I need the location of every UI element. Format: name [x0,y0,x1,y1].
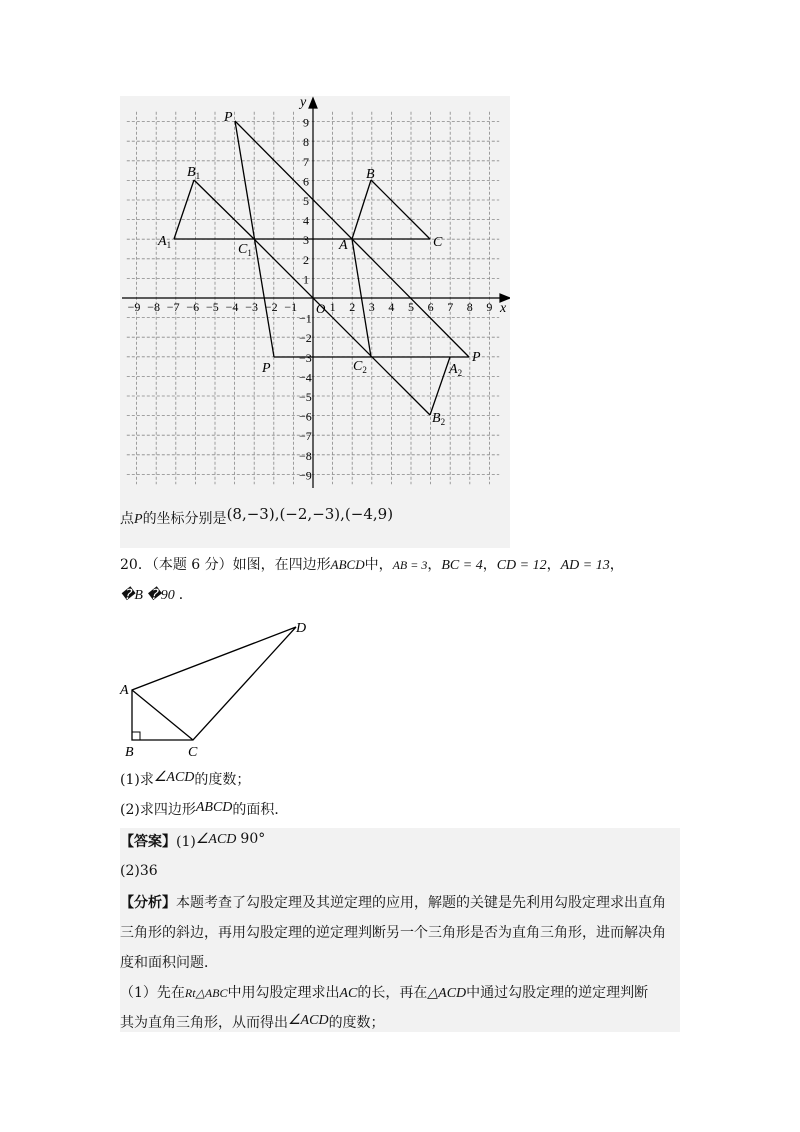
quadrilateral-figure [115,615,315,765]
x-tick-label: −7 [166,300,180,314]
answer-part1-num: (1) [176,834,196,850]
sep: ， [546,557,561,573]
q2-quad: ABCD [195,800,233,815]
x-tick-label: 5 [408,300,414,314]
label-b: B [366,167,375,182]
y-tick-label: 6 [303,174,309,189]
a4-tri: Rt△ABC [184,986,228,1000]
x-tick-label: 9 [486,300,493,314]
sep: ， [609,557,624,573]
y-tick-label: 7 [303,154,309,169]
p-prefix: 点 [120,511,134,527]
a5a: 其为直角三角形，从而得出 [120,1015,288,1031]
problem-mid: 中， [364,557,393,573]
cond-ad: AD = 13 [560,558,610,573]
analysis-line-2: 三角形的斜边，再用勾股定理的逆定理判断另一个三角形是否为直角三角形，进而解决角 [120,925,666,941]
fig-label-d: D [296,621,307,636]
analysis-line-1 [120,893,666,913]
y-tick-label: −5 [299,390,312,404]
q1-prefix: (1)求 [120,772,154,788]
y-tick-label: −4 [299,370,312,385]
label-p-right: P [472,350,481,365]
x-tick-label: 1 [329,300,336,314]
a4-tri2: △ACD [427,986,467,1001]
a4b: 中用勾股定理求出 [227,985,340,1001]
label-b2: $B_2$ [432,411,446,427]
right-angle-mark [132,732,140,740]
analysis-line-4 [120,983,648,1004]
cond-bc: BC = 4 [441,558,483,573]
fig-label-c: C [188,745,198,760]
x-tick-label: 7 [447,300,454,314]
label-c1: $C_1$ [238,242,252,258]
x-tick-label: 3 [368,300,375,314]
x-tick-label: 4 [388,300,395,314]
y-tick-label: −9 [299,468,312,483]
analysis-line-3: 度和面积问题． [120,955,218,971]
a4c: 的长，再在 [357,985,428,1001]
p-middle: 的坐标分别是 [142,511,227,527]
label-c2: $C_2$ [353,359,367,375]
p-coordinates-line [120,505,394,530]
a4d: 中通过勾股定理的逆定理判断 [466,985,649,1001]
y-tick-label: −8 [299,448,312,463]
y-tick-label: 8 [303,135,309,150]
y-tick-label: −1 [299,311,312,326]
label-a2: $A_2$ [449,362,463,378]
x-tick-label: −8 [147,300,160,314]
problem-number: 20． [120,557,152,573]
p-var: P [134,512,143,527]
sep: ， [427,557,442,573]
y-tick-label: 2 [303,252,309,267]
fig-label-a: A [120,683,129,698]
sep: ， [482,557,497,573]
label-p-top: P [224,110,233,125]
answer-value: 90° [240,831,266,847]
analysis-line-5 [120,1013,385,1034]
y-tick-label: 1 [303,272,309,287]
label-p-bottom: P [262,361,271,376]
x-tick-label: −6 [186,300,200,314]
q1-angle: ∠ACD [153,770,195,785]
answer-line-1 [120,832,265,853]
y-tick-label: −7 [299,429,312,444]
a5b: 的度数； [328,1015,385,1031]
a5-angle: ∠ACD [288,1013,329,1028]
y-tick-label: 9 [303,115,309,130]
quad-name: ABCD [330,557,365,572]
x-tick-label: −1 [284,300,298,314]
question-2 [120,800,288,821]
x-tick-label: −2 [264,300,278,314]
x-tick-label: −9 [127,300,141,314]
answer-label: 【答案】 [120,834,176,850]
x-tick-label: −5 [206,300,219,314]
y-tick-label: 4 [303,213,309,228]
x-tick-label: 8 [466,300,473,314]
period: ． [178,587,193,603]
a4-ac: AC [339,986,358,1001]
label-a: A [339,238,348,253]
label-c: C [433,235,443,250]
y-tick-label: 5 [303,194,309,208]
coordinate-graph [120,96,510,496]
x-tick-label: −4 [225,300,239,314]
x-axis-label: x [500,301,507,316]
y-axis-label: y [300,96,307,110]
p-coords-value: (8,−3),(−2,−3),(−4,9) [226,505,394,523]
q1-suffix: 的度数； [194,772,251,788]
quad-outline [132,627,296,740]
cond-ab: AB = 3 [392,558,428,572]
y-tick-label: −3 [299,350,312,365]
a4a: （1）先在 [120,985,185,1001]
answer-line-2: (2)36 [120,863,158,879]
question-1 [120,770,250,791]
origin-label: O [316,301,326,316]
analysis-text-1: 本题考查了勾股定理及其逆定理的应用，解题的关键是先利用勾股定理求出直角 [176,895,666,911]
axes [122,98,510,488]
x-tick-label: −3 [245,300,258,314]
label-b1: $B_1$ [187,165,201,181]
label-a1: $A_1$ [158,234,172,250]
answer-angle: ∠ACD [195,832,237,847]
angle-condition: �B �90 [120,588,175,603]
y-tick-label: 3 [303,233,309,248]
cond-cd: CD = 12 [496,558,547,573]
fig-label-b: B [125,745,134,760]
y-tick-label: −6 [299,409,312,424]
analysis-label: 【分析】 [120,895,176,911]
x-tick-label: 6 [427,300,434,314]
y-tick-label: −2 [299,331,312,346]
diagonal-ac [132,690,193,740]
figure-lines [174,121,469,415]
x-tick-label: 2 [349,300,356,314]
problem-20-angle-line [120,585,193,606]
problem-20-statement [120,555,624,576]
q2-suffix: 的面积． [232,802,289,818]
q2-prefix: (2)求四边形 [120,802,196,818]
problem-intro: （本题 6 分）如图，在四边形 [151,557,331,573]
